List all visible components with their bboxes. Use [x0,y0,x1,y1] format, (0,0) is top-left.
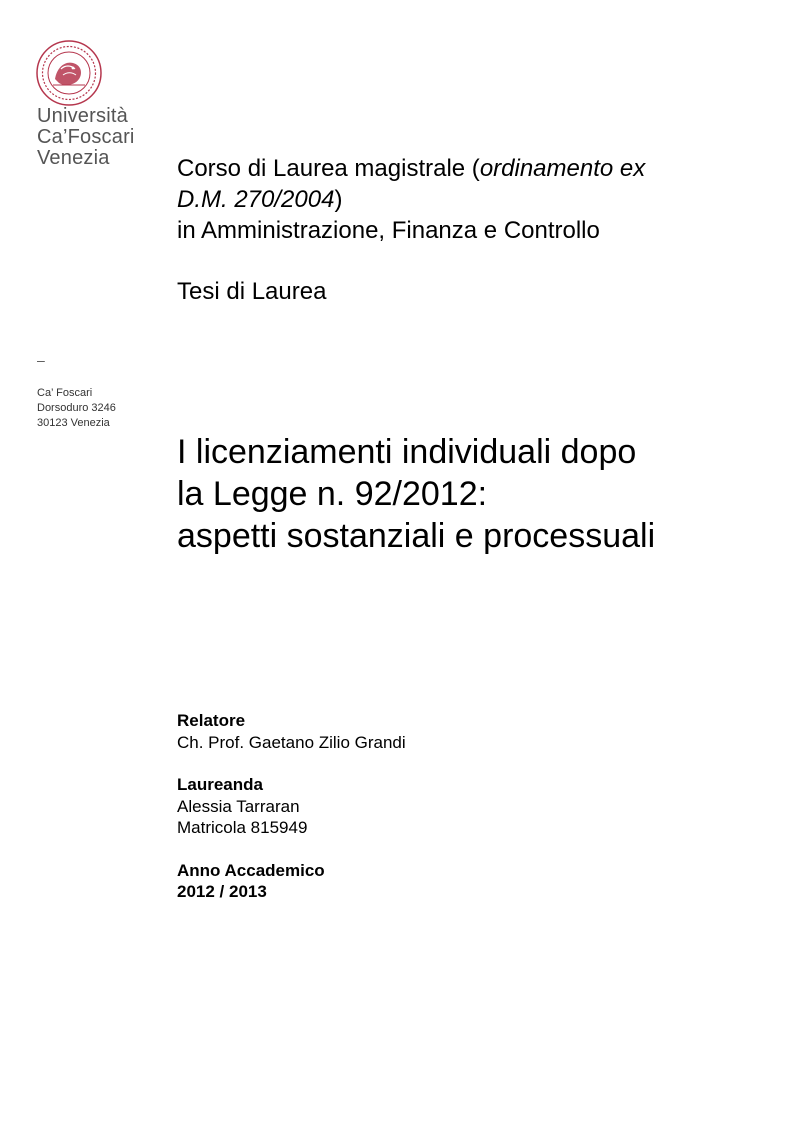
university-address [37,386,116,431]
sidebar-separator: – [37,352,45,368]
title-line-1: I licenziamenti individuali dopo [177,433,637,471]
thesis-details [177,710,406,903]
candidate-matricola: Matricola 815949 [177,818,308,837]
thesis-title [177,431,777,557]
university-name-line-1: Università [37,105,128,127]
address-line-2: Dorsoduro 3246 [37,402,116,414]
university-seal-icon [35,39,103,107]
course-prefix: Corso di Laurea magistrale ( [177,155,480,182]
course-ordinamento: ordinamento ex [479,155,646,182]
academic-year-value: 2012 / 2013 [177,882,267,901]
supervisor-label: Relatore [177,711,246,730]
thesis-label: Tesi di Laurea [177,278,327,305]
course-decree-close: ) [334,186,343,213]
university-name-line-3: Venezia [37,147,110,169]
course-line-1 [177,153,757,184]
candidate-name: Alessia Tarraran [177,796,300,816]
academic-year-label: Anno Accademico [177,860,325,880]
university-name [37,106,135,169]
university-name-line-2: Ca’Foscari [37,126,135,148]
course-line-2 [177,184,757,215]
course-decree: D.M. 270/2004 [177,186,335,213]
address-line-1: Ca’ Foscari [37,387,93,399]
title-line-3: aspetti sostanziali e processuali [177,517,656,555]
course-description [177,153,757,246]
candidate-label: Laureanda [177,775,263,794]
title-line-2: la Legge n. 92/2012: [177,475,488,513]
course-line-3: in Amministrazione, Finanza e Controllo [177,217,600,244]
address-line-3: 30123 Venezia [37,417,110,429]
supervisor-name: Ch. Prof. Gaetano Zilio Grandi [177,732,406,752]
